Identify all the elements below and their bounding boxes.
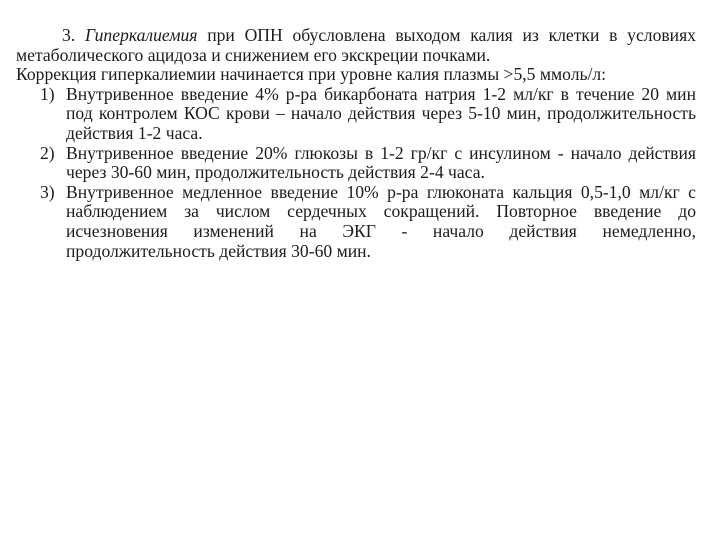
paragraph-text: при ОПН обусловлена выходом калия из клетки в условиях метаболического ацидоза и снижением его экскреции почками.: [16, 25, 696, 65]
list-item: [40, 83, 696, 144]
list-item-text: Внутривенное медленное введение 10% р-ра глюконата кальция 0,5-1,0 мл/кг с наблюдением за числом сердечных сокращений. Повторное введение до исчезновения изменений на ЭКГ - начало действия немедленно, продолжительность действия 30-60 мин.: [66, 181, 696, 261]
list-item-number: 2): [40, 142, 55, 163]
list-item-number: 1): [40, 83, 55, 104]
paragraph-hyperkalemia: [16, 26, 696, 65]
list-item-text: Внутривенное введение 20% глюкозы в 1-2 гр/кг с инсулином - начало действия через 30-60 мин, продолжительность действия 2-4 часа.: [66, 142, 696, 183]
list-item: [40, 142, 696, 183]
correction-threshold: Коррекция гиперкалиемии начинается при уровне калия плазмы >5,5 ммоль/л:: [16, 64, 607, 85]
treatment-list: [16, 85, 696, 261]
list-item: [40, 181, 696, 261]
term-hyperkalemia: Гиперкалиемия: [84, 25, 198, 45]
paragraph-number: 3.: [62, 25, 76, 45]
list-item-text: Внутривенное введение 4% р-ра бикарбоната натрия 1-2 мл/кг в течение 20 мин под контролем КОС крови – начало действия через 5-10 мин, продолжительность действия 1-2 часа.: [66, 83, 696, 143]
list-item-number: 3): [40, 181, 55, 202]
